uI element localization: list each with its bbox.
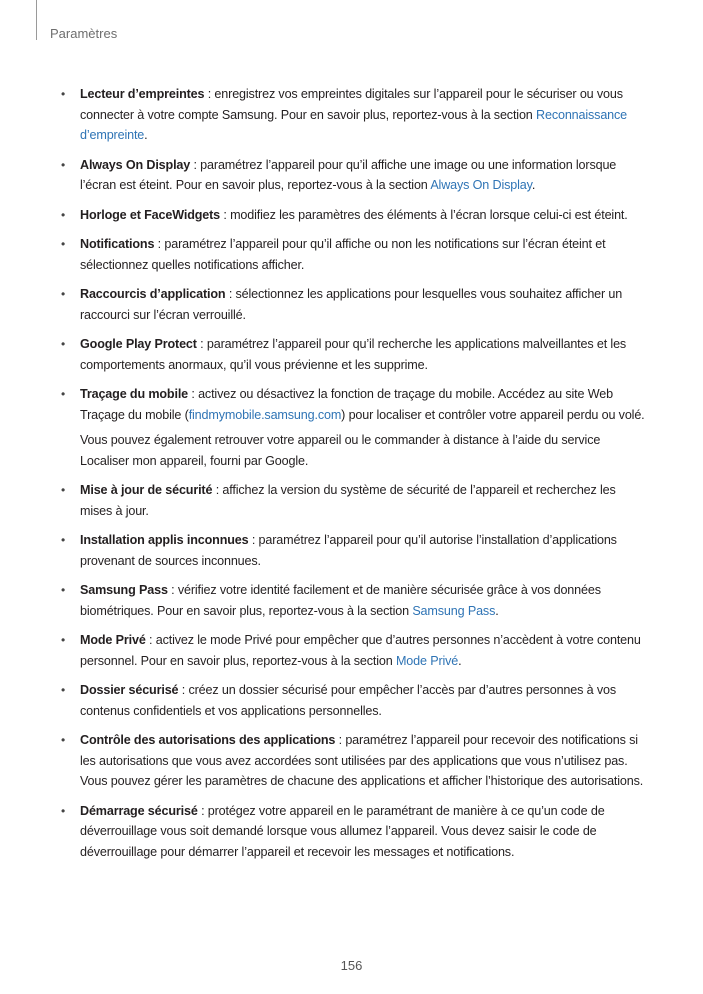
bullet-icon: • [61, 287, 66, 301]
item-paragraph [80, 334, 650, 375]
setting-term: Installation applis inconnues [80, 533, 249, 547]
bullet-icon: • [61, 157, 66, 172]
bullet-icon: • [61, 207, 66, 222]
setting-term: Raccourcis d’application [80, 287, 226, 301]
item-paragraph [80, 284, 650, 325]
setting-term: Démarrage sécurisé [80, 803, 198, 818]
description-text: ) pour localiser et contrôler votre appareil perdu ou volé. [341, 407, 645, 422]
list-item [0, 580, 703, 621]
setting-term: Google Play Protect [80, 337, 197, 351]
description-text: : paramétrez l’appareil pour qu’il recherche les applications malveillantes et les comportements anormaux, qu’il vous prévienne et les supprime. [80, 337, 627, 372]
bullet-icon: • [61, 533, 66, 547]
list-item [0, 334, 703, 375]
description-text: : sélectionnez les applications pour lesquelles vous souhaitez afficher un raccourci sur l’écran verrouillé. [80, 287, 623, 322]
cross-reference-link[interactable]: Reconnaissance d’empreinte [80, 107, 628, 142]
section-header: Paramètres [50, 26, 118, 41]
item-paragraph [80, 430, 650, 471]
bullet-icon: • [61, 337, 66, 351]
description-text: . [458, 653, 462, 668]
description-text: : paramétrez l’appareil pour recevoir des notifications si les autorisations que vous avez accordées sont utilisées par des applications que vous n’utilisez pas. Vous pouvez gérer les paramètres de chacune des applications et afficher l’historique des autorisations. [80, 733, 644, 788]
list-item [0, 480, 703, 521]
list-item [0, 205, 703, 226]
list-item [0, 730, 703, 792]
bullet-icon: • [61, 87, 66, 101]
item-paragraph [80, 680, 650, 721]
list-item [0, 234, 703, 275]
cross-reference-link[interactable]: Mode Privé [395, 653, 459, 668]
bullet-icon: • [61, 733, 66, 747]
item-paragraph [80, 480, 650, 521]
list-item [0, 384, 703, 471]
description-text: : paramétrez l’appareil pour qu’il autorise l’installation d’applications provenant de sources inconnues. [80, 533, 617, 568]
bullet-icon: • [61, 387, 66, 401]
list-item [0, 680, 703, 721]
item-paragraph [80, 234, 650, 275]
description-text: : protégez votre appareil en le paramétrant de manière à ce qu’un code de déverrouillage vous soit demandé lorsque vous allumez l’appareil. Vous devez saisir le code de déverrouillage pour démarrer l’appareil et recevoir les messages et notifications. [80, 803, 605, 859]
bullet-icon: • [61, 483, 66, 497]
description-text: Vous pouvez également retrouver votre appareil ou le commander à distance à l’aide du service Localiser mon appareil, fourni par Google. [80, 433, 601, 468]
setting-term: Mise à jour de sécurité [80, 483, 213, 497]
setting-term: Horloge et FaceWidgets [80, 207, 221, 222]
list-item [0, 155, 703, 196]
item-paragraph [80, 580, 650, 621]
item-paragraph [80, 530, 650, 571]
cross-reference-link[interactable]: Samsung Pass [412, 603, 496, 618]
setting-term: Samsung Pass [80, 583, 168, 597]
list-item [0, 284, 703, 325]
description-text: : paramétrez l’appareil pour qu’il affiche ou non les notifications sur l’écran éteint et sélectionnez quelles notifications afficher. [80, 237, 606, 272]
cross-reference-link[interactable]: Always On Display [430, 178, 532, 192]
item-paragraph [80, 801, 650, 863]
bullet-icon: • [61, 683, 66, 697]
bullet-icon: • [61, 583, 66, 597]
item-paragraph [80, 84, 650, 146]
page-number: 156 [340, 958, 363, 973]
cross-reference-link[interactable]: findmymobile.samsung.com [188, 407, 342, 422]
item-paragraph [80, 155, 650, 196]
setting-term: Dossier sécurisé [80, 683, 179, 697]
item-paragraph [80, 630, 650, 671]
setting-term: Lecteur d’empreintes [80, 87, 205, 101]
item-paragraph [80, 384, 650, 425]
setting-term: Mode Privé [80, 633, 146, 647]
description-text: : affichez la version du système de sécurité de l’appareil et recherchez les mises à jour. [80, 483, 616, 518]
settings-description-list [0, 84, 703, 871]
description-text: . [144, 128, 148, 142]
list-item [0, 801, 703, 863]
description-text: . [495, 603, 499, 618]
list-item [0, 84, 703, 146]
list-item [0, 630, 703, 671]
list-item [0, 530, 703, 571]
description-text: : paramétrez l’appareil pour qu’il affiche une image ou une information lorsque l’écran est éteint. Pour en savoir plus, reportez-vous à la section [80, 157, 617, 192]
description-text: : enregistrez vos empreintes digitales sur l’appareil pour le sécuriser ou vous connecter à votre compte Samsung. Pour en savoir plus, reportez-vous à la section [80, 87, 623, 122]
item-paragraph [80, 730, 650, 792]
setting-term: Notifications [80, 237, 155, 251]
description-text: : activez ou désactivez la fonction de traçage du mobile. Accédez au site Web Traçage du mobile ( [80, 387, 613, 422]
setting-term: Contrôle des autorisations des applications [80, 733, 336, 747]
description-text: : vérifiez votre identité facilement et de manière sécurisée grâce à vos données biométriques. Pour en savoir plus, reportez-vous à la section [80, 583, 601, 618]
description-text: : activez le mode Privé pour empêcher que d’autres personnes n’accèdent à votre contenu personnel. Pour en savoir plus, reportez-vous à la section [80, 633, 641, 668]
setting-term: Always On Display [80, 157, 191, 172]
bullet-icon: • [61, 803, 66, 818]
description-text: : modifiez les paramètres des éléments à l’écran lorsque celui-ci est éteint. [220, 207, 628, 222]
description-text: . [531, 178, 536, 192]
item-paragraph [80, 205, 650, 226]
header-rule [36, 0, 37, 40]
bullet-icon: • [61, 237, 66, 251]
setting-term: Traçage du mobile [80, 387, 189, 401]
description-text: : créez un dossier sécurisé pour empêcher l’accès par d’autres personnes à vos contenus confidentiels et vos applications personnelles. [80, 683, 616, 718]
bullet-icon: • [61, 633, 66, 647]
